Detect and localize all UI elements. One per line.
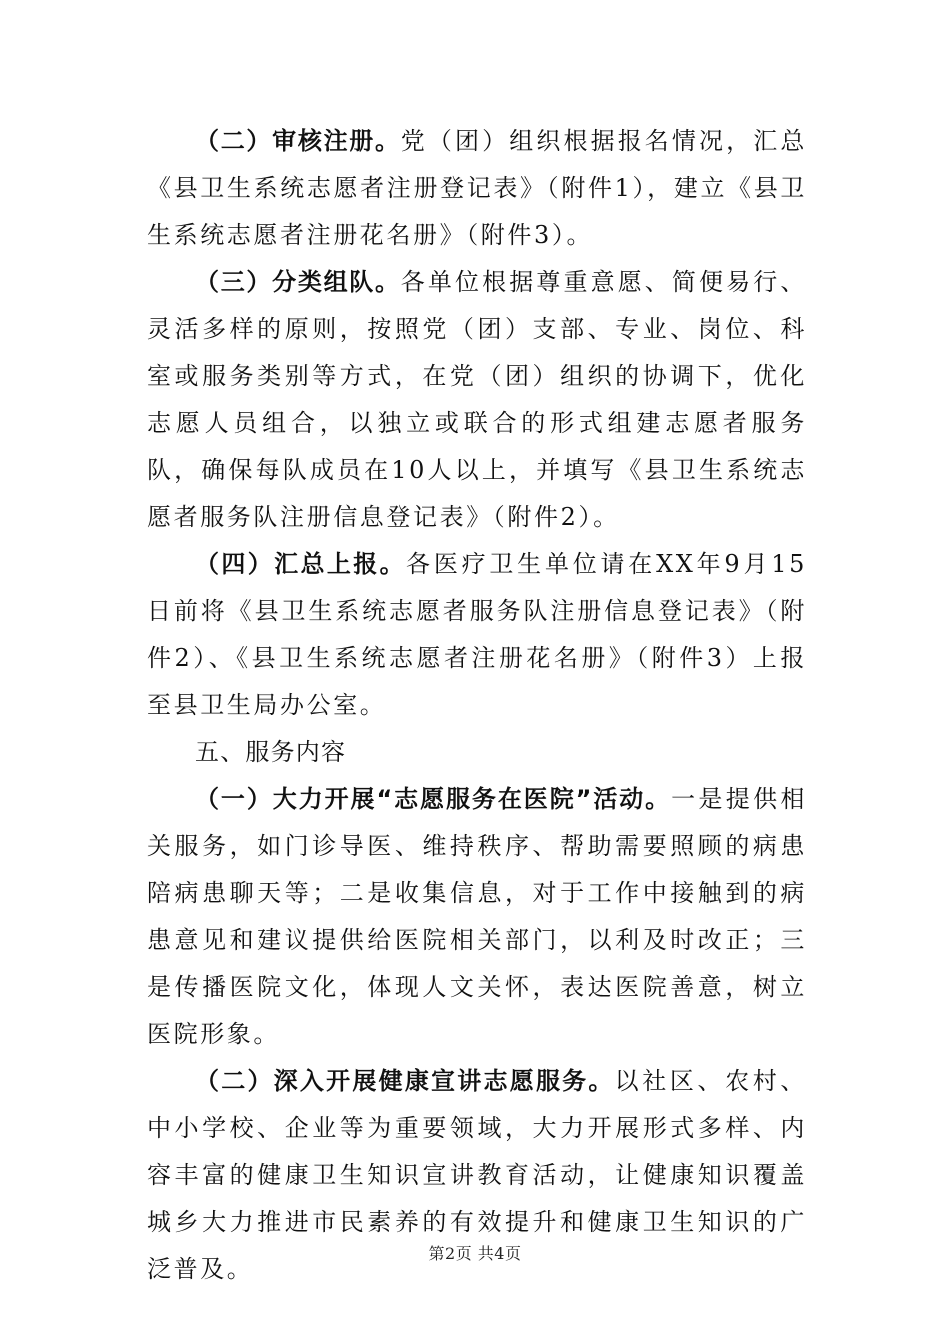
paragraph-lead: （一）大力开展“志愿服务在医院”活动。 — [195, 785, 672, 813]
paragraph-summary-report — [147, 541, 807, 729]
paragraph-text: 以社区、农村、中小学校、企业等为重要领域，大力开展形式多样、内容丰富的健康卫生知识宣讲教育活动，让健康知识覆盖城乡大力推进市民素养的有效提升和健康卫生知识的广泛普及。 — [147, 1067, 808, 1283]
paragraph-text: 党（团）组织根据报名情况，汇总《县卫生系统志愿者注册登记表》（附件1），建立《县卫生系统志愿者注册花名册》（附件3）。 — [147, 127, 807, 249]
section-heading: 五、服务内容 — [195, 738, 347, 766]
paragraph-lead: （二）审核注册。 — [195, 127, 401, 155]
paragraph-text: 各医疗卫生单位请在XX年9月15日前将《县卫生系统志愿者服务队注册信息登记表》（附件2）、《县卫生系统志愿者注册花名册》（附件3）上报至县卫生局办公室。 — [147, 550, 807, 719]
paragraph-lead: （三）分类组队。 — [195, 268, 401, 296]
paragraph-lead: （四）汇总上报。 — [195, 550, 407, 578]
page-number-footer: 第2页 共4页 — [428, 1244, 522, 1263]
paragraph-hospital-volunteer — [147, 776, 807, 1058]
paragraph-text: 各单位根据尊重意愿、简便易行、灵活多样的原则，按照党（团）支部、专业、岗位、科室或服务类别等方式，在党（团）组织的协调下，优化志愿人员组合，以独立或联合的形式组建志愿者服务队，确保每队成员在10人以上，并填写《县卫生系统志愿者服务队注册信息登记表》（附件2）。 — [147, 268, 807, 531]
document-body — [147, 118, 807, 1293]
paragraph-text: 一是提供相关服务，如门诊导医、维持秩序、帮助需要照顾的病患陪病患聊天等；二是收集信息，对于工作中接触到的病患意见和建议提供给医院相关部门，以利及时改正；三是传播医院文化，体现人文关怀，表达医院善意，树立医院形象。 — [147, 785, 807, 1048]
paragraph-lead: （二）深入开展健康宣讲志愿服务。 — [195, 1067, 615, 1095]
paragraph-review-registration — [147, 118, 807, 259]
paragraph-team-grouping — [147, 259, 807, 541]
